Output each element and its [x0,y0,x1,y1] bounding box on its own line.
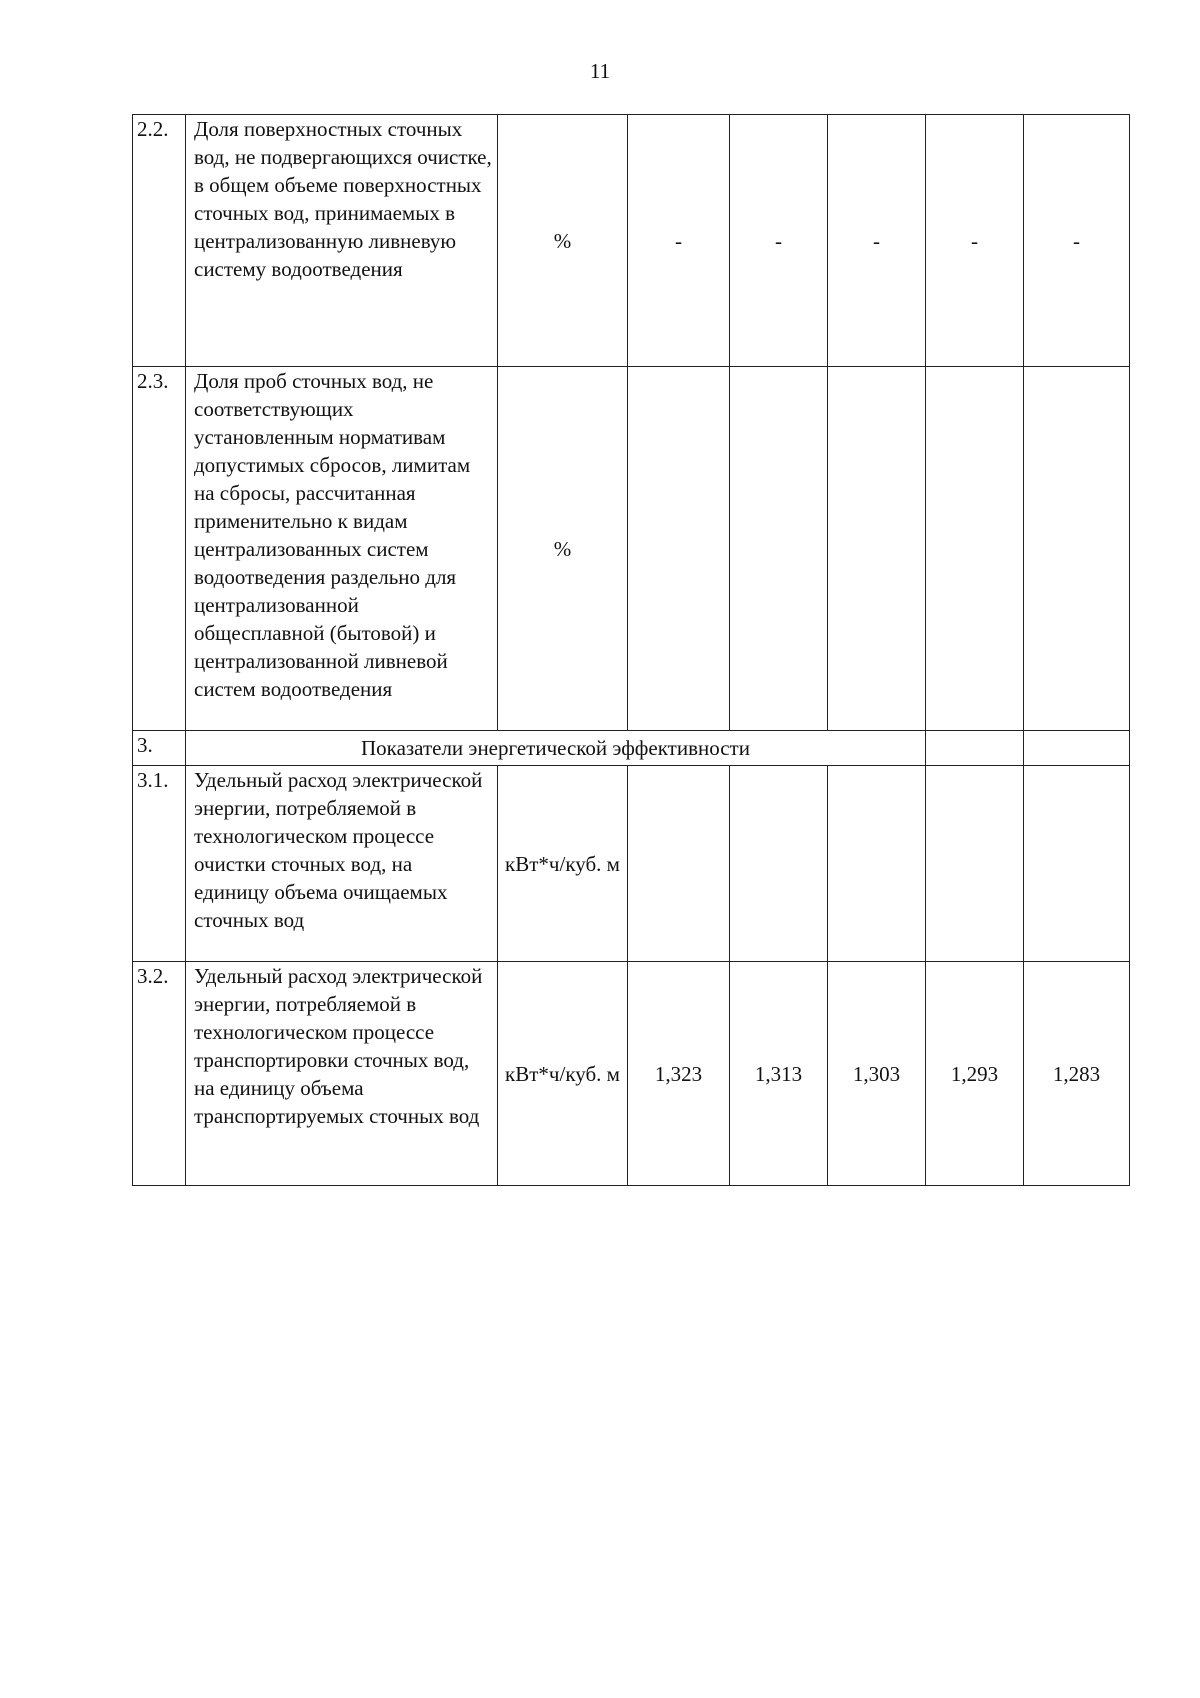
page-number: 11 [589,59,611,83]
value-cell: - [926,115,1024,367]
value-cell [1024,367,1130,731]
row-number: 2.3. [133,367,186,731]
value-cell: 1,313 [730,962,828,1186]
section-row [133,731,1130,766]
value-cell: 1,323 [628,962,730,1186]
value-cell: - [628,115,730,367]
unit-cell: % [498,115,628,367]
value-cell [730,367,828,731]
row-number: 3.2. [133,962,186,1186]
value-cell: - [730,115,828,367]
indicator-name: Доля поверхностных сточных вод, не подвергающихся очистке, в общем объеме поверхностных сточных вод, принимаемых в централизованную ливневую систему водоотведения [186,115,498,367]
indicator-name: Доля проб сточных вод, не соответствующих установленным нормативам допустимых сбросов, лимитам на сбросы, рассчитанная применительно к видам централизованных систем водоотведения раздельно для централизованной общесплавной (бытовой) и централизованной ливневой систем водоотведения [186,367,498,731]
value-cell [1024,731,1130,766]
table-row [133,766,1130,962]
value-cell: 1,283 [1024,962,1130,1186]
row-number: 3. [133,731,186,766]
value-cell [828,367,926,731]
indicator-name: Удельный расход электрической энергии, потребляемой в технологическом процессе транспортировки сточных вод, на единицу объема транспортируемых сточных вод [186,962,498,1186]
value-cell: - [1024,115,1130,367]
row-number: 3.1. [133,766,186,962]
value-cell: 1,293 [926,962,1024,1186]
unit-cell: кВт*ч/куб. м [498,766,628,962]
value-cell [926,766,1024,962]
indicators-table [132,114,1130,1186]
value-cell: 1,303 [828,962,926,1186]
indicator-name: Удельный расход электрической энергии, потребляемой в технологическом процессе очистки сточных вод, на единицу объема очищаемых сточных вод [186,766,498,962]
value-cell [926,731,1024,766]
value-cell: - [828,115,926,367]
value-cell [628,367,730,731]
table-row [133,962,1130,1186]
value-cell [628,766,730,962]
table-row [133,115,1130,367]
value-cell [1024,766,1130,962]
value-cell [730,766,828,962]
unit-cell: % [498,367,628,731]
section-title: Показатели энергетической эффективности [186,731,926,766]
unit-cell: кВт*ч/куб. м [498,962,628,1186]
value-cell [828,766,926,962]
table-row [133,367,1130,731]
row-number: 2.2. [133,115,186,367]
value-cell [926,367,1024,731]
